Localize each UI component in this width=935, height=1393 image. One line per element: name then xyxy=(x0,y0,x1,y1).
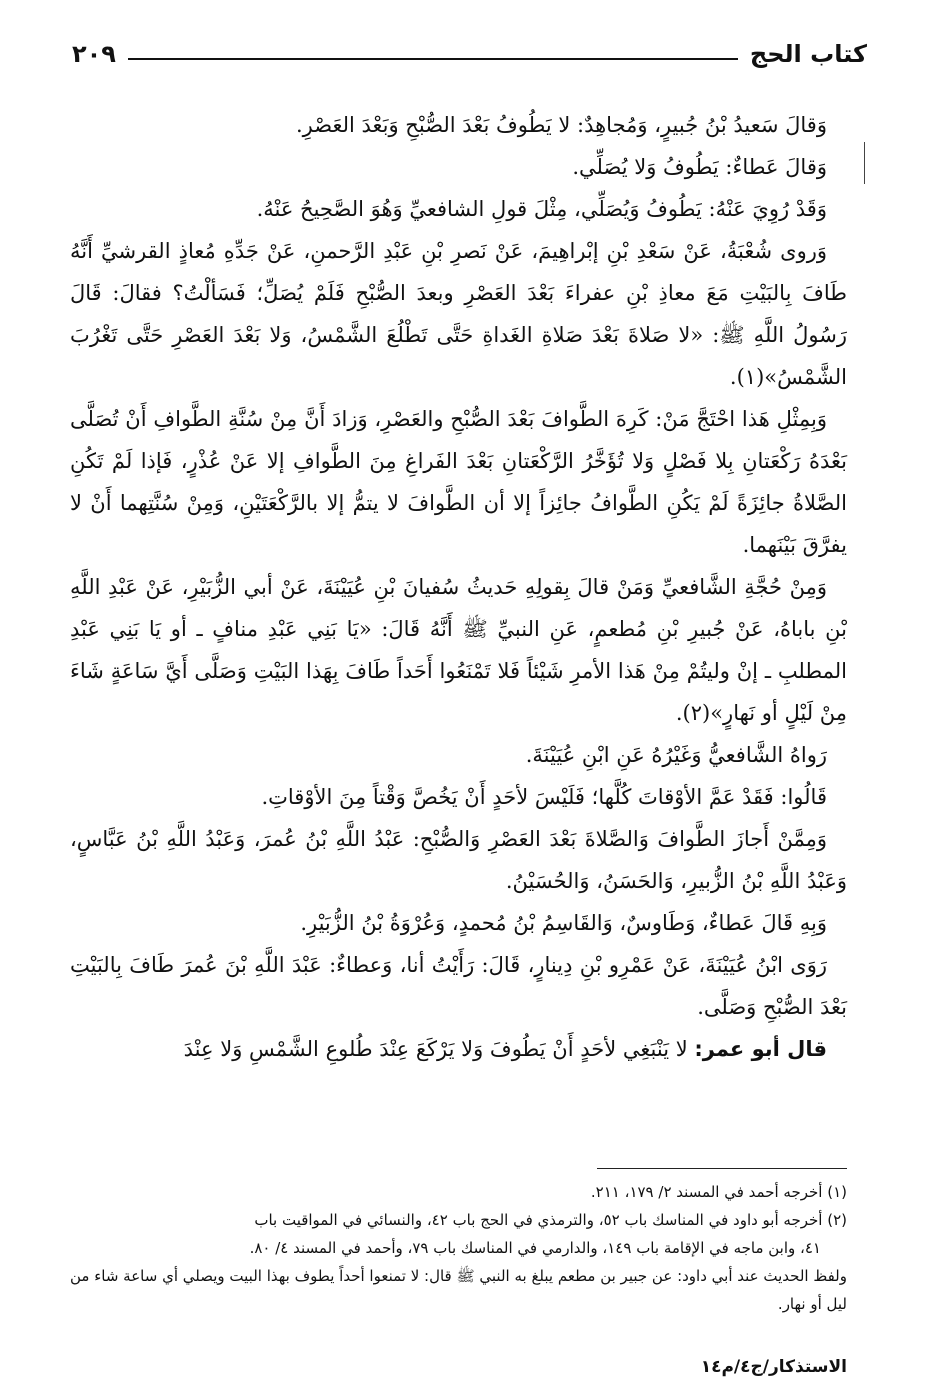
paragraph: رَوَى ابْنُ عُيَيْنَةَ، عَنْ عَمْرِو بْنِ دِينارٍ، قَالَ: رَأَيْتُ أنا، وَعطاءٌ: عَبْدَ اللَّهِ بْنَ عُمرَ طَافَ بِالبَيْتِ بَعْدَ الصُّبْحِ وَصَلَّى. xyxy=(70,953,847,1019)
footnote-2-continued: ٤١، وابن ماجه في الإقامة باب ١٤٩، والدارمي في المناسك باب ٧٩، وأحمد في المسند ٤/ ٨٠. xyxy=(249,1239,821,1257)
signature-mark: الاستذكار/ج٤/م١٤ xyxy=(700,1357,847,1377)
page-number: ٢٠٩ xyxy=(72,40,116,68)
footnote-1: (١) أخرجه أحمد في المسند ٢/ ١٧٩، ٢١١. xyxy=(590,1183,847,1201)
footnote-2-wording: ولفظ الحديث عند أبي داود: عن جبير بن مطعم يبلغ به النبي ﷺ قال: لا تمنعوا أحداً يطوف بهذا البيت ويصلي أي ساعة شاء من ليل أو نهار. xyxy=(70,1267,847,1313)
paragraph: وَبِهِ قَالَ عَطاءٌ، وَطَاوسٌ، وَالقَاسِمُ بْنُ مُحمدٍ، وَعُرْوَةُ بْنُ الزُّبَيْرِ. xyxy=(300,911,827,935)
paragraph-text: لا يَنْبَغِي لأحَدٍ أَنْ يَطُوفَ وَلا يَرْكَعَ عِنْدَ طُلوعِ الشَّمْسِ وَلا عِنْدَ xyxy=(183,1037,695,1061)
header-rule xyxy=(128,58,738,60)
paragraph: وَمِمَّنْ أَجازَ الطَّوافَ وَالصَّلاةَ بَعْدَ العَصْرِ وَالصُّبْحِ: عَبْدُ اللَّهِ بْنُ عُمرَ، وَعَبْدُ اللَّهِ بْنُ عَبَّاسٍ، وَعَبْدُ اللَّهِ بْنُ الزُّبيرِ، وَالحَسَنُ، وَالحُسَيْنُ. xyxy=(70,827,847,893)
paragraph: وَروى شُعْبَةُ، عَنْ سَعْدِ بْنِ إبْراهِيمَ، عَنْ نَصرِ بْنِ عَبْدِ الرَّحمنِ، عَنْ جَدِّهِ مُعاذٍ القرشيِّ أَنَّهُ طَافَ بِالبَيْتِ مَعَ معاذِ بْنِ عفراءَ بَعْدَ العَصْرِ وبعدَ الصُّبْحِ فَلَمْ يُصَلِّ؛ فَسَألْتُ؟ فقالَ: قَالَ رَسُولُ اللَّهِ ﷺ: «لا صَلاةَ بَعْدَ صَلاةِ الغَداةِ حَتَّى تَطْلُعَ الشَّمْسُ، وَلا بَعْدَ العَصْرِ حَتَّى تَغْرُبَ الشَّمْسُ»(١). xyxy=(70,239,847,389)
footnotes xyxy=(70,1178,847,1318)
paragraph: وَقَدْ رُوِيَ عَنْهُ: يَطُوفُ وَيُصَلِّي، مِثْلَ قولِ الشافعيِّ وَهُوَ الصَّحِيحُ عَنْهُ. xyxy=(256,197,827,221)
main-text xyxy=(70,104,847,1070)
margin-mark xyxy=(864,142,865,184)
paragraph: وَقالَ سَعيدُ بْنُ جُبيرٍ، وَمُجاهِدٌ: لا يَطُوفُ بَعْدَ الصُّبْحِ وَبَعْدَ العَصْرِ. xyxy=(295,113,827,137)
page-header xyxy=(72,30,867,70)
footnote-separator xyxy=(597,1168,847,1169)
paragraph: وَمِنْ حُجَّةِ الشَّافعيِّ وَمَنْ قالَ بِقولِهِ حَديثُ سُفيانَ بْنِ عُيَيْنَةَ، عَنْ أبي الزُّبَيْرِ، عَنْ عَبْدِ اللَّهِ بْنِ باباهُ، عَنْ جُبيرِ بْنِ مُطعمٍ، عَنِ النبيِّ ﷺ أَنَّهُ قَالَ: «يَا بَنِي عَبْدِ منافٍ ـ أو يَا بَنِي عَبْدِ المطلبِ ـ إنْ وليتُمْ مِنْ هَذا الأمرِ شَيْئاً فَلا تَمْنَعُوا أَحَداً طَافَ بِهَذا البَيْتِ وَصَلَّى أَيَّ سَاعَةٍ شَاءَ مِنْ لَيْلٍ أو نَهارٍ»(٢). xyxy=(70,575,847,725)
paragraph: رَواهُ الشَّافعيُّ وَغَيْرُهُ عَنِ ابْنِ عُيَيْنَةَ. xyxy=(525,743,827,767)
paragraph: وَقالَ عَطاءٌ: يَطُوفُ وَلا يُصَلِّي. xyxy=(572,155,827,179)
footnote-2: (٢) أخرجه أبو داود في المناسك باب ٥٢، والترمذي في الحج باب ٤٢، والنسائي في المواقيت باب xyxy=(254,1211,847,1229)
paragraph: قَالُوا: فَقَدْ عَمَّ الأوْقاتَ كُلَّها؛ فَلَيْسَ لأحَدٍ أَنْ يَخُصَّ وَقْتاً مِنَ الأوْقاتِ. xyxy=(261,785,827,809)
paragraph-abu-umar xyxy=(70,1028,847,1070)
paragraph: وَبِمِثْلِ هَذا احْتَجَّ مَنْ: كَرِهَ الطَّوافَ بَعْدَ الصُّبْحِ والعَصْرِ، وَزادَ أَنَّ مِنْ سُنَّةِ الطَّوافِ أَنْ تُصَلَّى بَعْدَهُ رَكْعَتانِ بِلا فَصْلٍ وَلا تُؤَخَّرُ الرَّكْعَتانِ بَعْدَ الفَراغِ مِنَ الطَّوافِ إلا عَنْ عُذْرٍ، فَإذا لَمْ تَكُنِ الصَّلاةُ جائِزَةً لَمْ يَكُنِ الطَّوافُ جائِزاً إلا أن الطَّوافَ لا يتمُّ إلا بالرَّكْعَتَيْنِ، وَمِنْ سُنَّتِهما أَنْ لا يفرَّقَ بَيْنَهما. xyxy=(70,407,847,557)
book-title: كتاب الحج xyxy=(749,40,867,68)
speaker-label: قال أبو عمر: xyxy=(694,1037,827,1061)
